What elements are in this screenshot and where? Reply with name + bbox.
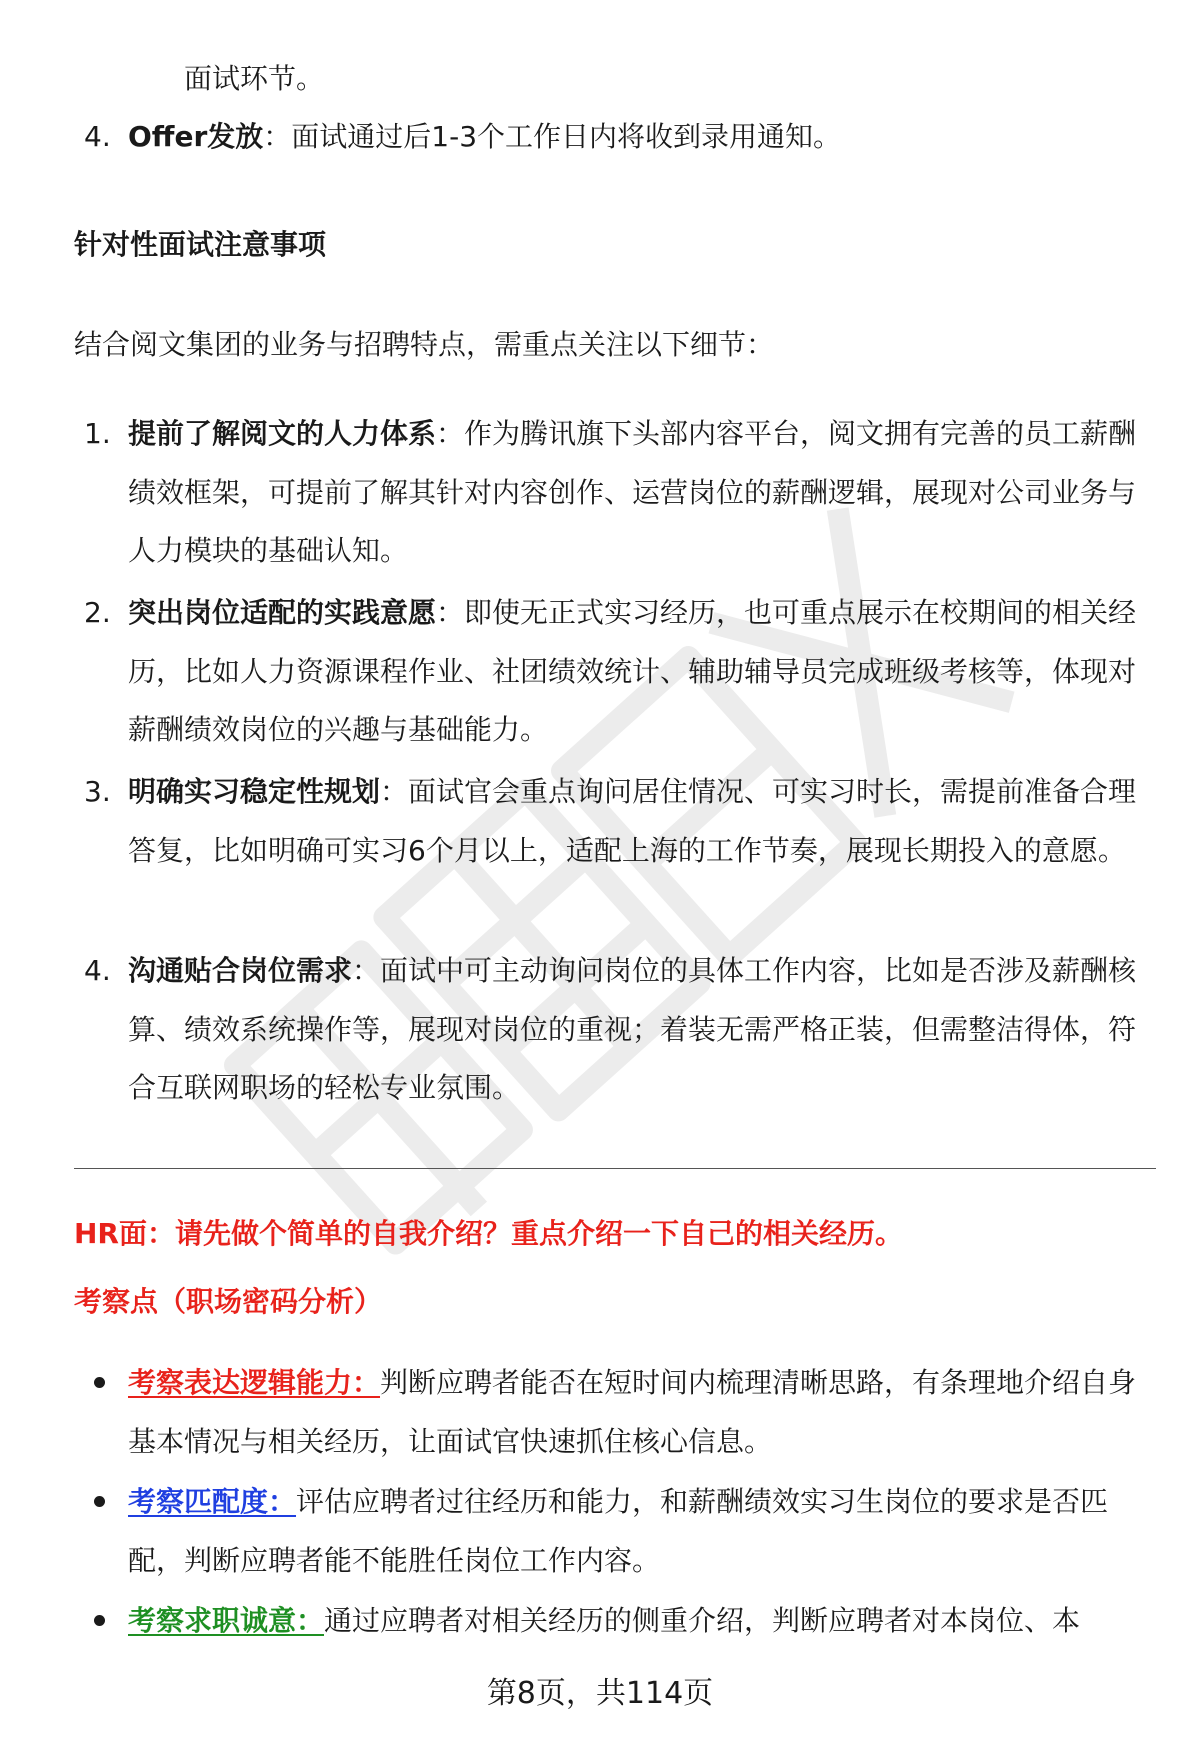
point-item-match	[94, 1472, 1156, 1590]
process-item-offer	[84, 108, 1156, 167]
list-number: 2.	[84, 596, 111, 629]
point-text: 评估应聘者过往经历和能力，和薪酬绩效实习生岗位的要求是否匹配，判断应聘者能不能胜任岗位工作内容。	[128, 1485, 1109, 1577]
item-text: ：面试通过后1-3个工作日内将收到录用通知。	[263, 120, 842, 153]
top-continuation-text: 面试环节。	[184, 62, 325, 95]
intro-paragraph: 结合阅文集团的业务与招聘特点，需重点关注以下细节：	[74, 328, 775, 361]
bullet-icon	[94, 1377, 105, 1388]
list-number: 4.	[84, 120, 111, 153]
page-number: 第8页，共114页	[486, 1676, 714, 1711]
item-text: ：即使无正式实习经历，也可重点展示在校期间的相关经历，比如人力资源课程作业、社团绩效统计、辅助辅导员完成班级考核等，体现对薪酬绩效岗位的兴趣与基础能力。	[128, 596, 1137, 746]
bullet-icon	[94, 1615, 105, 1626]
list-number: 3.	[84, 775, 111, 808]
hr-question: HR面：请先做个简单的自我介绍？重点介绍一下自己的相关经历。	[74, 1217, 903, 1250]
point-title: 考察表达逻辑能力：	[128, 1366, 381, 1399]
point-text: 通过应聘者对相关经历的侧重介绍，判断应聘者对本岗位、本	[324, 1604, 1081, 1637]
item-title: 提前了解阅文的人力体系	[128, 417, 437, 450]
item-text: ：面试官会重点询问居住情况、可实习时长，需提前准备合理答复，比如明确可实习6个月以上，适配上海的工作节奏，展现长期投入的意愿。	[128, 775, 1137, 867]
item-title: 明确实习稳定性规划	[128, 775, 381, 808]
point-item-logic	[94, 1353, 1156, 1471]
section-heading: 针对性面试注意事项	[74, 228, 327, 261]
list-number: 4.	[84, 954, 111, 987]
item-title: 沟通贴合岗位需求	[128, 954, 353, 987]
bullet-icon	[94, 1496, 105, 1507]
tip-item-1	[84, 405, 1156, 581]
point-title: 考察求职诚意：	[128, 1604, 325, 1637]
point-title: 考察匹配度：	[128, 1485, 297, 1518]
item-title: Offer发放	[128, 120, 264, 153]
list-number: 1.	[84, 417, 111, 450]
divider	[74, 1168, 1156, 1169]
point-text: 判断应聘者能否在短时间内梳理清晰思路，有条理地介绍自身基本情况与相关经历，让面试官快速抓住核心信息。	[128, 1366, 1137, 1458]
point-item-sincerity	[94, 1591, 1156, 1650]
analysis-heading: 考察点（职场密码分析）	[74, 1285, 383, 1318]
item-title: 突出岗位适配的实践意愿	[128, 596, 437, 629]
tip-item-3	[84, 763, 1156, 880]
tip-item-4	[84, 942, 1156, 1118]
item-text: ：面试中可主动询问岗位的具体工作内容，比如是否涉及薪酬核算、绩效系统操作等，展现对岗位的重视；着装无需严格正装，但需整洁得体，符合互联网职场的轻松专业氛围。	[128, 954, 1137, 1104]
item-text: ：作为腾讯旗下头部内容平台，阅文拥有完善的员工薪酬绩效框架，可提前了解其针对内容创作、运营岗位的薪酬逻辑，展现对公司业务与人力模块的基础认知。	[128, 417, 1137, 567]
tip-item-2	[84, 584, 1156, 760]
